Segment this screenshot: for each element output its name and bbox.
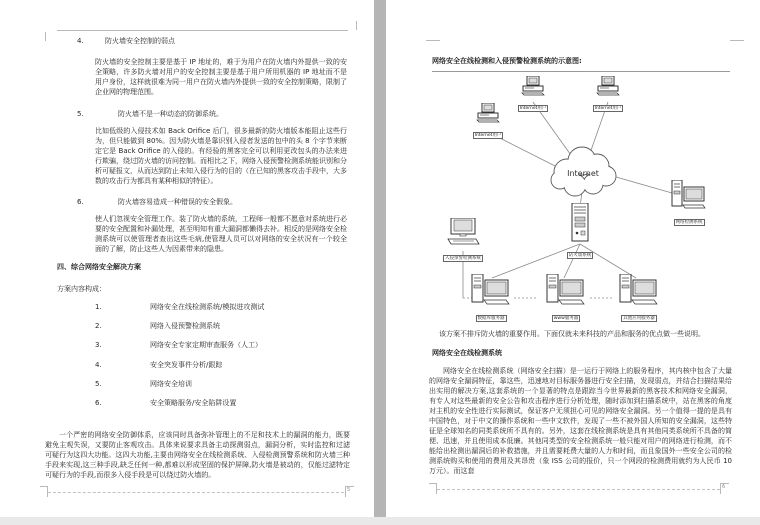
list-number: 2. [95, 322, 102, 330]
page-number: 5 [347, 487, 351, 493]
numbered-item-4 [77, 36, 347, 46]
diagram-node-firewall [556, 203, 604, 263]
boundary-corner-mark [356, 21, 357, 30]
list-text: 网络安全在线检测系统/模拟进攻测试 [150, 303, 265, 311]
monitor-workstation-icon [446, 218, 480, 246]
document-page-6 [386, 0, 760, 517]
list-number: 6. [95, 399, 102, 407]
item-number: 6. [77, 198, 84, 206]
heading-rule [432, 71, 730, 72]
desktop-pc-icon [595, 76, 621, 96]
plan-item [95, 360, 347, 370]
numbered-item-6 [77, 197, 347, 207]
boundary-corner-mark [45, 32, 46, 41]
desktop-pc-icon [520, 76, 546, 96]
list-intro: 方案内容构成： [57, 285, 106, 293]
numbered-item-5 [77, 109, 347, 119]
list-number: 4. [95, 361, 102, 369]
item-title: 防火墙容易造成一种错误的安全假象。 [118, 198, 237, 206]
item-title: 防火墙安全控制的弱点 [105, 37, 175, 45]
closing-paragraph: 一个严密的网络安全防御体系，应该同时具备弥补管理上的不足和技术上的漏洞的能力，既要避免主观失误，又要防止客观攻击。具体来说要求具备主动探测弱点，漏洞分析，实时监控和过滤可疑行为这四大功能。这四大功能,主要由网络安全在线检测系统、入侵检测预警系统和防火墙三种手段来实现,这三种手段,缺乏任何一种,都难以形成坚固的保护屏障,防火墙是被动的，仅能过滤特定可疑行为的手段,而很多入侵手段是可以绕过防火墙的。 [45, 431, 350, 479]
node-label: 其他应用服务器 [623, 315, 655, 321]
body-paragraph: 网络安全在线检测系统（网络安全扫描）是一运行于网络上的服务程序，其内核中包含了大量的网络安全漏洞特征，靠这些，迅速地对目标服务器进行安全扫描，发现弱点，并结合扫描结果给出实用的解决方案,这套系统的一个显著的特点是跟踪当今世界最新的黑客技术和网络安全漏洞，有专人对这些最新的安全公告和攻击程序进行分析处理，随时添加到扫描系统中，站在黑客的角度对主机的安全性进行实际测试，保证客户无须担心可见的网络安全漏洞。另一个值得一提的是具有中国特色，对于中文的操作系统和一些中文软件，发现了一些不被外国人所知的安全漏洞，这些特征是全球知名的同类系统所不具有的。另外，这套在线检测系统是具有其他同类系统所不具备的简便、迅速，并且使用成本低廉。其他同类型的安全检测系统一般只能对用户的网络进行检测，而不能给出检测出漏洞后的补救措施，并且需要耗费大量的人力和时间，而且象国外一些安全公司的检测系统购买和使用的费用及其昂贵（象 ISS 公司的报价，只一个网段的检测费用就约为人民币 10 万元）。而这套 [429, 367, 732, 475]
node-label: 数据库服务器 [477, 315, 505, 321]
section-heading: 四、综合网络安全解决方案 [57, 263, 141, 271]
item-number: 4. [77, 37, 84, 45]
diagram-node-db-server [464, 274, 518, 326]
desktop-pc-icon [475, 103, 501, 123]
diagram-node-internet-user-1 [509, 76, 557, 116]
footer-corner-mark [720, 483, 721, 494]
diagram-node-internet-user-3 [464, 103, 512, 143]
footer-separator [437, 489, 720, 490]
list-text: 安全突发事件分析/跟踪 [150, 361, 223, 369]
footer-corner-mark [345, 486, 346, 497]
text-boundary-mark [426, 40, 440, 41]
internet-label: Internet [567, 169, 599, 178]
text-boundary-top [57, 30, 348, 31]
plan-item [95, 398, 347, 408]
plan-item [95, 379, 347, 389]
plan-item [95, 340, 347, 350]
node-label: www服务器 [553, 315, 579, 321]
node-label: 防火墙系统 [568, 252, 592, 258]
network-diagram [432, 76, 730, 328]
firewall-server-icon [571, 203, 589, 243]
list-text: 网络安全培训 [150, 380, 192, 388]
section-heading: 网络安全在线检测系统 [432, 349, 502, 357]
node-label: 网络检测系统 [675, 219, 703, 225]
document-page-5 [0, 0, 374, 517]
list-text: 安全策略服务/安全陷阱设置 [150, 399, 237, 407]
list-number: 3. [95, 341, 102, 349]
diagram-node-app-server [612, 274, 666, 326]
node-label: Internet用户 [519, 105, 547, 111]
paragraph: 防火墙的安全控制主要是基于 IP 地址的，难于为用户在防火墙内外提供一致的安全策略，许多防火墙对用户的安全控制主要是基于用户所用机器的 IP 地址而不是用户身份，这样就很难为同一用户在防火墙内外提供一致的安全控制策略，限制了企业网的物理范围。 [95, 58, 347, 96]
page-number: 6 [722, 484, 726, 490]
text-boundary-mark [730, 40, 744, 41]
item-title: 防火墙不是一种动态的防御系统。 [118, 110, 223, 118]
list-text: 网络安全专家定期审查服务（人工） [150, 341, 262, 349]
list-text: 网络入侵预警检测系统 [150, 322, 220, 330]
diagram-node-internet-user-2 [584, 76, 632, 116]
node-label: Internet用户 [474, 132, 502, 138]
item-number: 5. [77, 110, 84, 118]
server-workstation-icon [671, 180, 707, 210]
diagram-node-www-server [539, 274, 593, 326]
diagram-heading: 网络安全在线检测和入侵预警检测系统的示意图: [432, 57, 582, 65]
plan-item [95, 321, 347, 331]
paragraph: 使人们忽视安全管理工作。装了防火墙的系统，工程师一般都不愿意对系统进行必要的安全配置和补漏处理，甚至明知有重大漏洞都懒得去补。相反的是网络安全检测系统可以使管理者查出这些毛病,使管理人员可以对网络的安全状况有一个较全面的了解，防止这些人为因素带来的隐患。 [95, 215, 347, 253]
page-gap-divider [374, 0, 386, 517]
list-number: 5. [95, 380, 102, 388]
server-workstation-icon [546, 274, 586, 306]
server-workstation-icon [619, 274, 659, 306]
footer-separator [48, 492, 344, 493]
paragraph: 比如低级的入侵技术如 Back Orifice 后门，很多最新的防火墙版本能阻止这些行为，但只能做到 80%。因为防火墙是靠识别入侵者发送的包中的头 8 个字节来断定它是 Back Orifice 的入侵的。有经验的黑客完全可以利用更改包头的办法来进行欺骗，绕过防火墙的访问控制。而相比之下，网络入侵预警检测系统能识别和分析可疑报文，从而达到防止未知入侵行为的目的（在已知的黑客攻击手段中，大多数的攻击行为都具有某种相似的特征）。 [95, 127, 347, 185]
list-number: 1. [95, 303, 102, 311]
node-label: 入侵预警检测系统 [445, 255, 481, 261]
server-workstation-icon [471, 274, 511, 306]
plan-item [95, 302, 347, 312]
diagram-node-scanner [662, 180, 716, 230]
node-label: Internet用户 [594, 105, 622, 111]
diagram-caption: 该方案不排斥防火墙的重要作用。下面仅就未来科技的产品和服务的优点做一些说明。 [439, 330, 705, 338]
diagram-node-ids [436, 218, 490, 266]
